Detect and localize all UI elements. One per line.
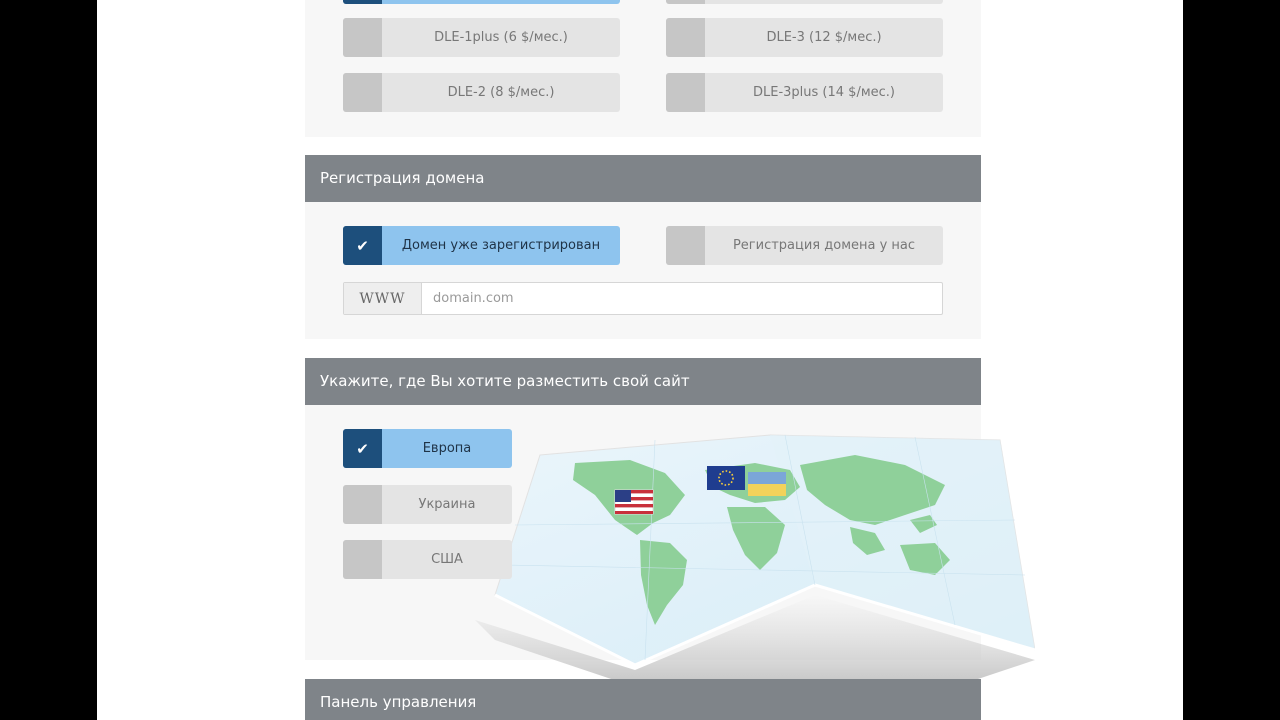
usa-flag-icon <box>615 490 653 514</box>
hosting-plan-option-hidden[interactable] <box>666 0 943 4</box>
check-icon: ✔ <box>343 429 382 468</box>
plan-dle-2[interactable] <box>343 73 620 112</box>
plan-dle-3plus[interactable] <box>666 73 943 112</box>
plan-label: DLE-3 (12 $/мес.) <box>766 30 882 45</box>
plan-dle-3[interactable] <box>666 18 943 57</box>
domain-option-register-here[interactable] <box>666 226 943 265</box>
checkbox-empty <box>666 18 705 57</box>
checkbox-empty <box>666 226 705 265</box>
checkbox-empty <box>666 73 705 112</box>
domain-input[interactable] <box>422 283 942 314</box>
order-form <box>305 0 981 720</box>
location-option-europe[interactable] <box>343 429 512 468</box>
plan-dle-1plus[interactable] <box>343 18 620 57</box>
option-label: Украина <box>418 497 476 512</box>
order-page <box>97 0 1183 720</box>
ukraine-flag-icon <box>748 472 786 496</box>
location-panel <box>305 405 981 660</box>
plan-label: DLE-3plus (14 $/мес.) <box>753 85 895 100</box>
www-prefix: WWW <box>344 283 422 314</box>
checkbox-empty <box>343 540 382 579</box>
control-panel-section-header: Панель управления <box>305 679 981 720</box>
checkbox-empty <box>666 0 705 4</box>
checkbox-empty <box>343 485 382 524</box>
location-section-header: Укажите, где Вы хотите разместить свой сайт <box>305 358 981 405</box>
option-label: Регистрация домена у нас <box>732 238 916 253</box>
check-icon <box>343 0 382 4</box>
checkbox-empty <box>343 73 382 112</box>
hosting-plan-option-selected[interactable] <box>343 0 620 4</box>
checkbox-empty <box>343 18 382 57</box>
eu-flag-icon <box>707 466 745 490</box>
option-label: Европа <box>422 441 472 456</box>
hosting-plans-panel <box>305 0 981 137</box>
location-option-ukraine[interactable] <box>343 485 512 524</box>
plan-label: DLE-1plus (6 $/мес.) <box>434 30 568 45</box>
check-icon: ✔ <box>343 226 382 265</box>
plan-label: DLE-2 (8 $/мес.) <box>447 85 555 100</box>
domain-input-group <box>343 282 943 315</box>
world-map-icon <box>455 425 1035 685</box>
domain-option-registered[interactable] <box>343 226 620 265</box>
domain-section-header: Регистрация домена <box>305 155 981 202</box>
option-label: Домен уже зарегистрирован <box>401 238 601 253</box>
option-label: США <box>431 552 463 567</box>
location-option-usa[interactable] <box>343 540 512 579</box>
domain-panel <box>305 202 981 339</box>
